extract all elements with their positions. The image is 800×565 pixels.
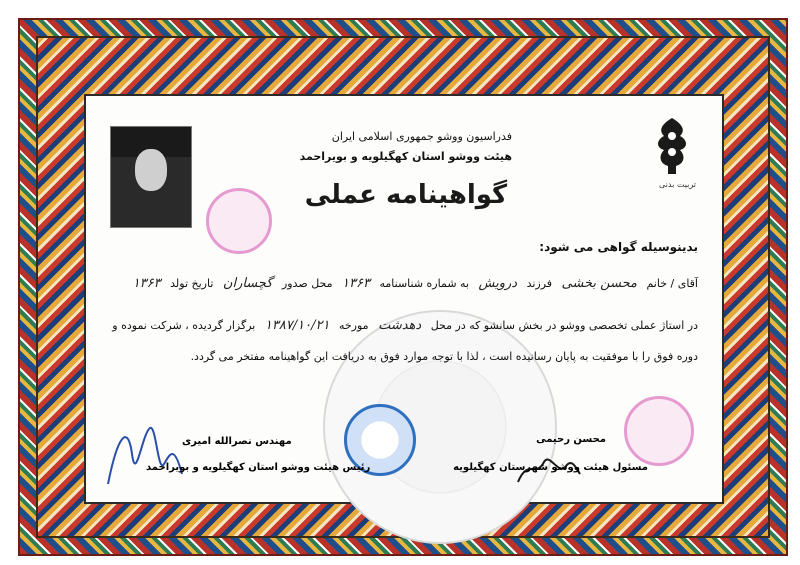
right-signatory-name: محسن رحیمی	[536, 434, 606, 445]
board-name: هیئت ووشو استان کهگیلویه و بویراحمد	[299, 150, 512, 163]
salutation-label: آقای / خانم	[646, 277, 698, 290]
left-signature	[98, 414, 188, 494]
declaration: بدینوسیله گواهی می شود:	[539, 240, 698, 254]
course-text-b: برگزار گردیده ، شرکت نموده و	[112, 319, 256, 332]
logo-caption: تربیت بدنی	[659, 180, 696, 189]
birth-date: ۱۳۶۳	[132, 276, 161, 291]
holder-name: محسن بخشی	[561, 276, 637, 291]
issue-place: گچساران	[222, 276, 273, 291]
birth-date-label: تاریخ تولد	[170, 277, 214, 290]
course-date-label: مورخه	[338, 319, 369, 332]
course-details-line	[106, 318, 698, 333]
federation-name: فدراسیون ووشو جمهوری اسلامی ایران	[331, 130, 512, 143]
child-of-label: فرزند	[526, 277, 553, 290]
certificate-body	[84, 94, 724, 504]
photo-face	[135, 149, 167, 191]
course-date: ۱۳۸۷/۱۰/۲۱	[264, 318, 330, 333]
physical-education-logo-icon	[652, 116, 692, 176]
issue-place-label: محل صدور	[281, 277, 333, 290]
completion-line: دوره فوق را با موفقیت به پایان رسانیده است ، لذا با توجه موارد فوق به دریافت این گواهینامه مفتخر می گردد.	[190, 350, 698, 363]
left-signatory-name: مهندس نصرالله امیری	[182, 436, 292, 447]
id-label: به شماره شناسنامه	[379, 277, 470, 290]
holder-details-line	[106, 276, 698, 291]
photo-stamp	[206, 188, 272, 254]
certificate-title: گواهینامه عملی	[304, 180, 508, 210]
left-signatory-title: رئیس هیئت ووشو استان کهگیلویه و بویراحمد	[146, 462, 371, 473]
id-number: ۱۳۶۳	[342, 276, 370, 291]
official-seal-pink	[624, 396, 694, 466]
right-signatory-title: مسئول هیئت ووشو شهرستان کهگیلویه	[453, 462, 648, 473]
course-place: دهدشت	[378, 318, 422, 333]
father-name: درویش	[478, 276, 518, 291]
holder-photo	[110, 126, 192, 228]
course-text-a: در استاژ عملی تخصصی ووشو در بخش سانشو که در محل	[430, 319, 698, 332]
